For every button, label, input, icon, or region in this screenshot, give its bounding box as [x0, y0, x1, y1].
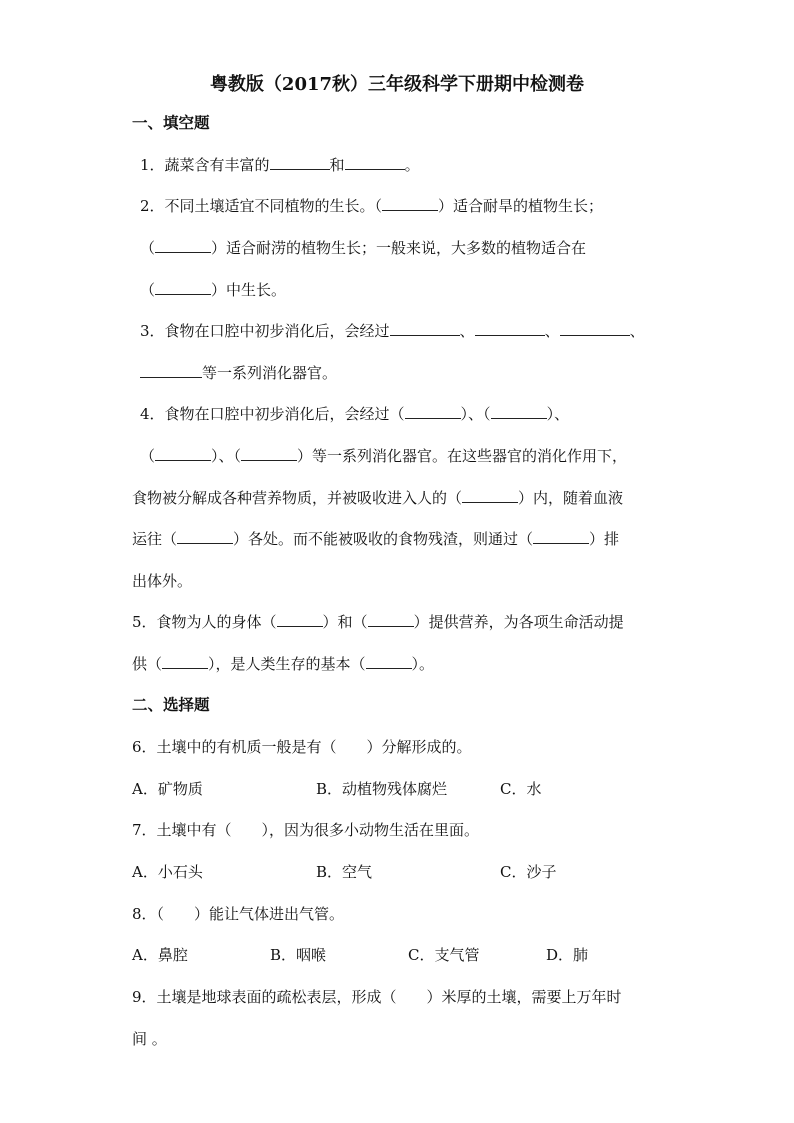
q8-option-d[interactable]: D．肺 [546, 946, 589, 964]
question-6-stem: 6．土壤中的有机质一般是有（ ）分解形成的。 [132, 738, 472, 756]
section-heading-fill: 一、填空题 [132, 113, 210, 132]
question-4-line-3: 食物被分解成各种营养物质，并被吸收进入人的（ ）内，随着血液 [132, 489, 624, 507]
question-8-stem: 8．（ ）能让气体进出气管。 [132, 905, 345, 923]
q8-option-c[interactable]: C．支气管 [408, 946, 480, 964]
answer-blank[interactable] [462, 488, 518, 503]
q8-option-a[interactable]: A．鼻腔 [132, 946, 188, 964]
answer-blank[interactable] [491, 404, 547, 419]
answer-blank[interactable] [366, 654, 412, 669]
answer-blank[interactable] [270, 155, 330, 170]
q7-option-a[interactable]: A．小石头 [132, 863, 203, 881]
q6-option-b[interactable]: B．动植物残体腐烂 [316, 780, 448, 798]
question-4-line-1: 4．食物在口腔中初步消化后，会经过（ ）、（ ）、 [140, 405, 570, 423]
question-5-line-1: 5．食物为人的身体（ ）和（ ）提供营养，为各项生命活动提 [132, 613, 624, 631]
page-title: 粤教版（2017秋）三年级科学下册期中检测卷 [209, 74, 585, 95]
answer-blank[interactable] [475, 321, 545, 336]
answer-blank[interactable] [155, 238, 211, 253]
answer-blank[interactable] [390, 321, 460, 336]
answer-blank[interactable] [177, 529, 233, 544]
question-1: 1．蔬菜含有丰富的 和 。 [140, 156, 420, 174]
question-3-line-1: 3．食物在口腔中初步消化后，会经过 、 、 、 [140, 322, 645, 340]
answer-blank[interactable] [241, 446, 297, 461]
question-4-line-4: 运往（ ）各处。而不能被吸收的食物残渣，则通过（ ）排 [132, 530, 620, 548]
section-heading-choice: 二、选择题 [132, 695, 210, 714]
answer-blank[interactable] [345, 155, 405, 170]
answer-blank[interactable] [277, 612, 323, 627]
question-2-line-3: （ ）中生长。 [140, 281, 287, 299]
answer-blank[interactable] [382, 196, 438, 211]
answer-blank[interactable] [140, 363, 202, 378]
question-7-stem: 7．土壤中有（ ），因为很多小动物生活在里面。 [132, 821, 480, 839]
q7-option-c[interactable]: C．沙子 [500, 863, 557, 881]
q7-option-b[interactable]: B．空气 [316, 863, 373, 881]
answer-blank[interactable] [368, 612, 414, 627]
question-4-line-2: （ ）、（ ）等一系列消化器官。在这些器官的消化作用下， [140, 447, 628, 465]
q6-option-a[interactable]: A．矿物质 [132, 780, 203, 798]
question-3-line-2: 等一系列消化器官。 [140, 363, 337, 383]
question-9-line-2: 间 。 [132, 1030, 167, 1048]
question-5-line-2: 供（ ），是人类生存的基本（ ）。 [132, 655, 435, 673]
answer-blank[interactable] [155, 446, 211, 461]
question-4-line-5: 出体外。 [132, 572, 193, 590]
question-2-line-2: （ ）适合耐涝的植物生长；一般来说，大多数的植物适合在 [140, 239, 587, 257]
answer-blank[interactable] [560, 321, 630, 336]
question-9-line-1: 9．土壤是地球表面的疏松表层，形成（ ）米厚的土壤，需要上万年时 [132, 988, 622, 1006]
answer-blank[interactable] [405, 404, 461, 419]
q6-option-c[interactable]: C．水 [500, 780, 542, 798]
answer-blank[interactable] [155, 280, 211, 295]
answer-blank[interactable] [162, 654, 208, 669]
answer-blank[interactable] [533, 529, 589, 544]
question-2-line-1: 2．不同土壤适宜不同植物的生长。（ ）适合耐旱的植物生长； [140, 197, 604, 215]
q8-option-b[interactable]: B．咽喉 [270, 946, 327, 964]
